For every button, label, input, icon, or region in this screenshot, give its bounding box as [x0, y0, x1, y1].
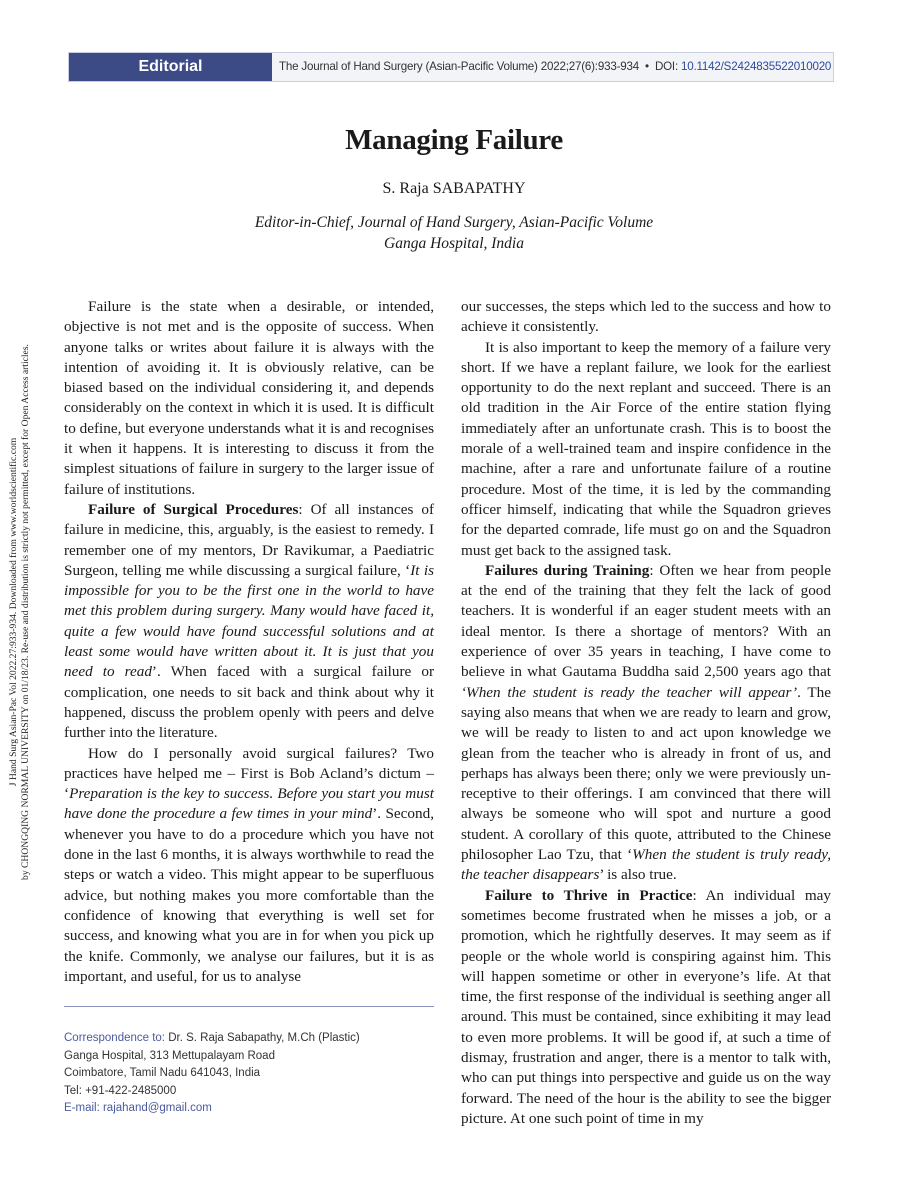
affiliation-line-1: Editor-in-Chief, Journal of Hand Surgery, Asian-Pacific Volume — [254, 214, 654, 231]
quotation: When the student is truly ready, the teacher disappears — [461, 846, 831, 884]
right-column — [461, 297, 831, 1129]
journal-reference: The Journal of Hand Surgery (Asian-Pacific Volume) 2022;27(6):933-934 — [279, 60, 639, 73]
paragraph — [64, 500, 434, 744]
correspondence-label: Correspondence to: — [64, 1032, 166, 1044]
paragraph: Failure is the state when a desirable, or intended, objective is not met and is the opposite of success. When anyone talks or writes about failure it is always with the intention of avoiding it. It is obviously relative, can be biased based on the individual considering it, and depends considerably on the context in which it is used. It is difficult to define, but everyone understands what it is and recognises it when it happens. It is interesting to discuss it from the simplest situations of failure in surgery to the larger issue of failure of institutions. — [64, 298, 434, 498]
doi-link[interactable]: 10.1142/S2424835522010020 — [681, 60, 832, 73]
correspondence-name: Dr. S. Raja Sabapathy, M.Ch (Plastic) — [168, 1032, 360, 1044]
section-heading: Failures during Training — [485, 561, 650, 579]
journal-header-bar — [68, 52, 834, 82]
correspondence-tel: Tel: +91-422-2485000 — [64, 1084, 177, 1097]
download-notice-line-2: by CHONGQING NORMAL UNIVERSITY on 01/18/23. Re-use and distribution is strictly not permitted, except for Open Access articles. — [20, 344, 31, 880]
paragraph — [461, 561, 831, 886]
affiliation-line-2: Ganga Hospital, India — [384, 235, 524, 252]
footnote-divider — [64, 1006, 434, 1007]
paragraph-text: How do I personally avoid surgical failures? Two practices have helped me – First is Bob Acland’s dictum – ‘ — [64, 744, 434, 803]
paragraph-text: : An individual may sometimes become frustrated when he misses a job, or a promotion, which he rightfully deserves. It may seem as if people or the whole world is conspiring against him. This will happen sometime or other in everyone’s life. At that time, the first response of the individual is seething anger all around. This must be contained, since exhibiting it may lead to even more problems. It will be good if, at such a time of dismay, frustration and anger, there is a mentor to talk with, who can put things into perspective and guide us on the way forward. The need of the hour is the ability to see the bigger picture. At one such point of time in my — [461, 886, 831, 1127]
quotation: Preparation is the key to success. Before you start you must have done the procedure a few times in your mind — [64, 785, 434, 823]
left-column — [64, 297, 434, 987]
correspondence-email[interactable]: E-mail: rajahand@gmail.com — [64, 1102, 212, 1115]
paragraph-text: . The saying also means that when we are ready to learn and grow, we will be ready to listen to and act upon knowledge we glean from the teacher who is already in front of us, and perhaps has always been there; only we were previously un-receptive to their offerings. I am convinced that there will always be someone who will spot and nurture a good student. A corollary of this quote, attributed to the Chinese philosopher Lao Tzu, that ‘ — [461, 683, 831, 864]
download-notice — [5, 262, 35, 962]
article-title: Managing Failure — [345, 124, 563, 156]
paragraph-text: ’. When faced with a surgical failure or complication, one needs to sit back and think about why it happened, discuss the problem openly with peers and delve further into the literature. — [64, 663, 434, 742]
correspondence-address-2: Coimbatore, Tamil Nadu 641043, India — [64, 1067, 261, 1080]
correspondence-block — [64, 1030, 434, 1118]
paragraph: It is also important to keep the memory of a failure very short. If we have a replant failure, we look for the earliest opportunity to do the next replant and succeed. There is an old tradition in the Air Force of the entire station flying immediately after an unfortunate crash. This is to boost the morale of a well-trained team and inspire confidence in the machine, after a rare and unfortunate failure of a routine procedure. Most of the time, it is led by the commanding officer himself, indicating that while the Squadron grieves for the departed comrade, life must go on and the Squadron must get back to the assigned task. — [461, 338, 831, 559]
paragraph-text: : Of all instances of failure in medicine, this, arguably, is the easiest to remedy. I remember one of my mentors, Dr Ravikumar, a Paediatric Surgeon, telling me while discussing a surgical failure, ‘ — [64, 500, 435, 579]
correspondence-line-1 — [64, 1030, 434, 1048]
journal-citation — [279, 53, 832, 81]
paragraph — [461, 886, 831, 1130]
correspondence-address-1: Ganga Hospital, 313 Mettupalayam Road — [64, 1049, 275, 1062]
doi-label: DOI: — [654, 60, 678, 73]
section-heading: Failure to Thrive in Practice — [485, 886, 693, 904]
header-bullet: • — [645, 60, 649, 73]
section-tag: Editorial — [69, 53, 272, 81]
download-notice-text — [8, 262, 32, 962]
download-notice-line-1: J Hand Surg Asian-Pac Vol 2022.27:933-934. Downloaded from www.worldscientific.com — [8, 437, 19, 787]
quotation: ‘When the student is ready the teacher will appear’ — [461, 683, 798, 701]
paragraph: our successes, the steps which led to the success and how to achieve it consistently. — [461, 298, 831, 336]
article-author: S. Raja SABAPATHY — [382, 180, 526, 197]
paragraph-text: : Often we hear from people at the end of the training that they felt the lack of good teachers. It is wonderful if an eager student meets with an ideal mentor. Is there a shortage of mentors? With an experience of over 35 years in teaching, I have come to believe in what Gautama Buddha said 2,500 years ago that — [461, 561, 831, 681]
paragraph — [64, 744, 434, 988]
section-heading: Failure of Surgical Procedures — [88, 500, 299, 518]
quotation: It is impossible for you to be the first one in the world to have met this problem during surgery. Many would have faced it, quite a few would have found successful solutions and at least some would have written about it. It is just that you need to read — [64, 561, 434, 681]
author-affiliation — [0, 212, 908, 254]
paragraph-text: ’ is also true. — [599, 866, 677, 884]
paragraph-text: ’. Second, whenever you have to do a procedure which you have not done in the last 6 months, it is always worthwhile to read the steps or watch a video. This might appear to be superfluous advice, but nothing makes you more comfortable than the confidence of knowing that everything is well set for success, and knowing what you are in for when you pick up the knife. Commonly, we analyse our failures, but it is as important, and useful, for us to analyse — [64, 805, 434, 985]
